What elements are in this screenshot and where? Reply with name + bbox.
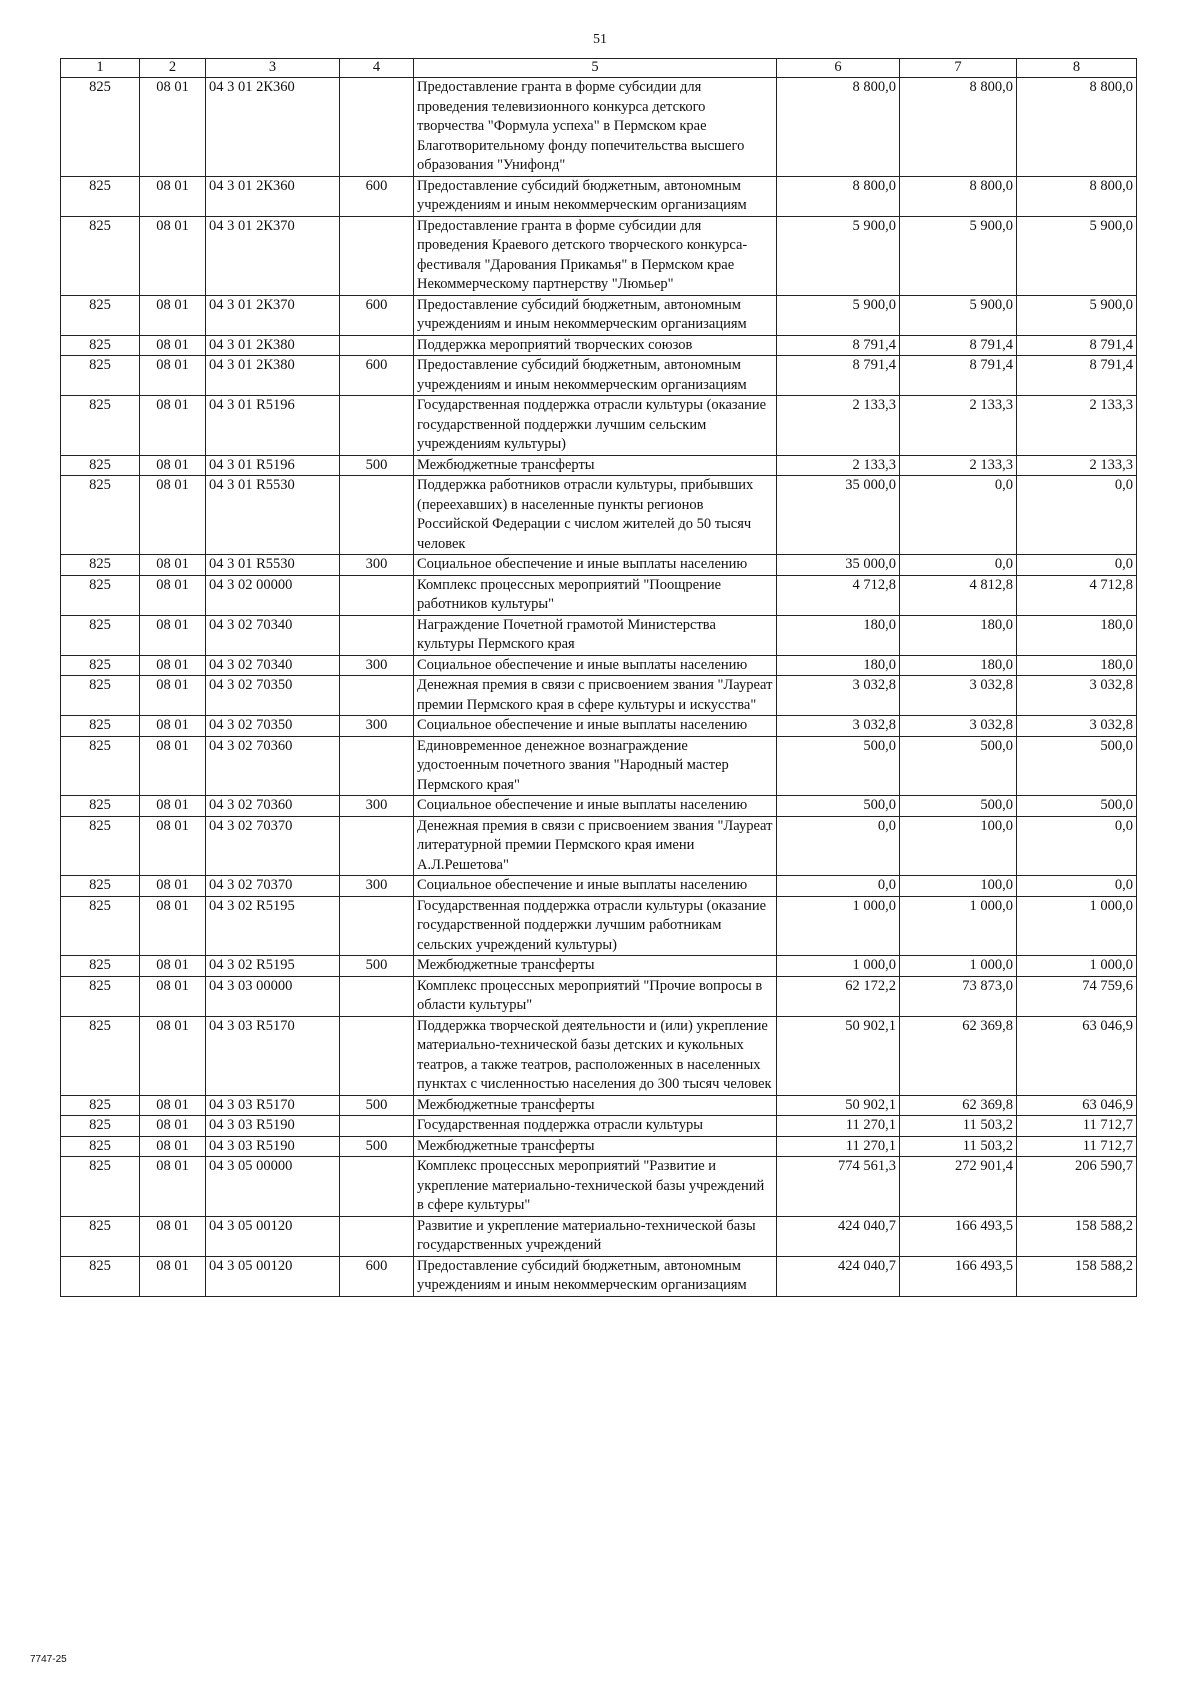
amount-year2-cell: 8 800,0	[900, 78, 1017, 177]
target-article-cell: 04 3 02 R5195	[206, 896, 340, 956]
amount-year2-cell: 1 000,0	[900, 956, 1017, 977]
description-cell: Денежная премия в связи с присвоением звания "Лауреат литературной премии Пермского края имени А.Л.Решетова"	[414, 816, 777, 876]
expense-type-cell: 500	[340, 1136, 414, 1157]
target-article-cell: 04 3 01 R5196	[206, 455, 340, 476]
section-code-cell: 08 01	[140, 896, 206, 956]
amount-year2-cell: 11 503,2	[900, 1116, 1017, 1137]
section-code-cell: 08 01	[140, 796, 206, 817]
amount-year3-cell: 158 588,2	[1017, 1216, 1137, 1256]
amount-year1-cell: 50 902,1	[777, 1016, 900, 1095]
ministry-code-cell: 825	[61, 396, 140, 456]
table-row	[61, 78, 1137, 177]
description-cell: Предоставление субсидий бюджетным, автономным учреждениям и иным некоммерческим организациям	[414, 1256, 777, 1296]
section-code-cell: 08 01	[140, 615, 206, 655]
target-article-cell: 04 3 02 70370	[206, 876, 340, 897]
amount-year1-cell: 8 791,4	[777, 335, 900, 356]
expense-type-cell	[340, 1157, 414, 1217]
expense-type-cell: 600	[340, 356, 414, 396]
amount-year2-cell: 62 369,8	[900, 1016, 1017, 1095]
amount-year2-cell: 3 032,8	[900, 716, 1017, 737]
section-code-cell: 08 01	[140, 655, 206, 676]
table-row	[61, 356, 1137, 396]
amount-year2-cell: 11 503,2	[900, 1136, 1017, 1157]
table-row	[61, 335, 1137, 356]
amount-year2-cell: 180,0	[900, 615, 1017, 655]
amount-year3-cell: 5 900,0	[1017, 216, 1137, 295]
amount-year1-cell: 8 791,4	[777, 356, 900, 396]
section-code-cell: 08 01	[140, 816, 206, 876]
table-row	[61, 615, 1137, 655]
amount-year2-cell: 2 133,3	[900, 455, 1017, 476]
amount-year3-cell: 3 032,8	[1017, 716, 1137, 737]
description-cell: Государственная поддержка отрасли культуры (оказание государственной поддержки лучшим работникам сельских учреждений культуры)	[414, 896, 777, 956]
table-row	[61, 896, 1137, 956]
description-cell: Предоставление гранта в форме субсидии для проведения телевизионного конкурса детского творчества "Формула успеха" в Пермском крае Благотворительному фонду попечительства высшего образования "Унифонд"	[414, 78, 777, 177]
amount-year1-cell: 8 800,0	[777, 78, 900, 177]
amount-year1-cell: 774 561,3	[777, 1157, 900, 1217]
amount-year3-cell: 5 900,0	[1017, 295, 1137, 335]
table-row	[61, 796, 1137, 817]
table-row	[61, 575, 1137, 615]
description-cell: Государственная поддержка отрасли культуры (оказание государственной поддержки лучшим сельским учреждениям культуры)	[414, 396, 777, 456]
amount-year3-cell: 11 712,7	[1017, 1136, 1137, 1157]
footer-code: 7747-25	[30, 1654, 67, 1665]
table-row	[61, 676, 1137, 716]
ministry-code-cell: 825	[61, 976, 140, 1016]
amount-year1-cell: 5 900,0	[777, 295, 900, 335]
amount-year2-cell: 5 900,0	[900, 295, 1017, 335]
amount-year1-cell: 35 000,0	[777, 476, 900, 555]
amount-year3-cell: 180,0	[1017, 655, 1137, 676]
target-article-cell: 04 3 01 R5196	[206, 396, 340, 456]
target-article-cell: 04 3 05 00000	[206, 1157, 340, 1217]
target-article-cell: 04 3 01 2К360	[206, 176, 340, 216]
description-cell: Межбюджетные трансферты	[414, 1136, 777, 1157]
amount-year3-cell: 158 588,2	[1017, 1256, 1137, 1296]
table-row	[61, 1116, 1137, 1137]
description-cell: Поддержка мероприятий творческих союзов	[414, 335, 777, 356]
description-cell: Межбюджетные трансферты	[414, 956, 777, 977]
amount-year1-cell: 2 133,3	[777, 455, 900, 476]
amount-year3-cell: 0,0	[1017, 476, 1137, 555]
ministry-code-cell: 825	[61, 176, 140, 216]
amount-year2-cell: 180,0	[900, 655, 1017, 676]
amount-year1-cell: 1 000,0	[777, 896, 900, 956]
table-row	[61, 216, 1137, 295]
amount-year3-cell: 2 133,3	[1017, 455, 1137, 476]
amount-year1-cell: 35 000,0	[777, 555, 900, 576]
expense-type-cell	[340, 78, 414, 177]
table-row	[61, 295, 1137, 335]
expense-type-cell	[340, 736, 414, 796]
table-row	[61, 455, 1137, 476]
expense-type-cell: 500	[340, 455, 414, 476]
table-row	[61, 555, 1137, 576]
amount-year1-cell: 0,0	[777, 876, 900, 897]
amount-year1-cell: 5 900,0	[777, 216, 900, 295]
target-article-cell: 04 3 01 2К370	[206, 216, 340, 295]
table-row	[61, 976, 1137, 1016]
target-article-cell: 04 3 01 R5530	[206, 476, 340, 555]
expense-type-cell: 300	[340, 655, 414, 676]
amount-year3-cell: 11 712,7	[1017, 1116, 1137, 1137]
section-code-cell: 08 01	[140, 976, 206, 1016]
target-article-cell: 04 3 02 70360	[206, 796, 340, 817]
amount-year2-cell: 500,0	[900, 796, 1017, 817]
amount-year3-cell: 1 000,0	[1017, 956, 1137, 977]
amount-year1-cell: 11 270,1	[777, 1116, 900, 1137]
amount-year2-cell: 5 900,0	[900, 216, 1017, 295]
section-code-cell: 08 01	[140, 876, 206, 897]
section-code-cell: 08 01	[140, 78, 206, 177]
section-code-cell: 08 01	[140, 295, 206, 335]
expense-type-cell: 300	[340, 876, 414, 897]
ministry-code-cell: 825	[61, 1216, 140, 1256]
col-header: 2	[140, 59, 206, 78]
amount-year2-cell: 8 791,4	[900, 356, 1017, 396]
table-row	[61, 716, 1137, 737]
ministry-code-cell: 825	[61, 676, 140, 716]
budget-table	[60, 58, 1137, 1297]
amount-year3-cell: 0,0	[1017, 816, 1137, 876]
amount-year2-cell: 62 369,8	[900, 1095, 1017, 1116]
section-code-cell: 08 01	[140, 176, 206, 216]
section-code-cell: 08 01	[140, 1095, 206, 1116]
expense-type-cell	[340, 1116, 414, 1137]
ministry-code-cell: 825	[61, 615, 140, 655]
target-article-cell: 04 3 01 R5530	[206, 555, 340, 576]
amount-year3-cell: 2 133,3	[1017, 396, 1137, 456]
amount-year2-cell: 100,0	[900, 876, 1017, 897]
description-cell: Государственная поддержка отрасли культуры	[414, 1116, 777, 1137]
amount-year1-cell: 0,0	[777, 816, 900, 876]
amount-year1-cell: 1 000,0	[777, 956, 900, 977]
target-article-cell: 04 3 03 R5190	[206, 1136, 340, 1157]
ministry-code-cell: 825	[61, 816, 140, 876]
expense-type-cell: 600	[340, 1256, 414, 1296]
table-row	[61, 736, 1137, 796]
amount-year3-cell: 3 032,8	[1017, 676, 1137, 716]
amount-year3-cell: 0,0	[1017, 876, 1137, 897]
amount-year2-cell: 100,0	[900, 816, 1017, 876]
col-header: 8	[1017, 59, 1137, 78]
amount-year2-cell: 3 032,8	[900, 676, 1017, 716]
section-code-cell: 08 01	[140, 736, 206, 796]
amount-year2-cell: 0,0	[900, 555, 1017, 576]
target-article-cell: 04 3 05 00120	[206, 1256, 340, 1296]
amount-year1-cell: 62 172,2	[777, 976, 900, 1016]
expense-type-cell	[340, 816, 414, 876]
amount-year1-cell: 500,0	[777, 796, 900, 817]
amount-year1-cell: 180,0	[777, 655, 900, 676]
table-row	[61, 876, 1137, 897]
col-header: 6	[777, 59, 900, 78]
target-article-cell: 04 3 03 R5190	[206, 1116, 340, 1137]
expense-type-cell: 300	[340, 716, 414, 737]
ministry-code-cell: 825	[61, 476, 140, 555]
expense-type-cell: 500	[340, 956, 414, 977]
description-cell: Предоставление субсидий бюджетным, автономным учреждениям и иным некоммерческим организациям	[414, 356, 777, 396]
ministry-code-cell: 825	[61, 1016, 140, 1095]
amount-year2-cell: 73 873,0	[900, 976, 1017, 1016]
expense-type-cell	[340, 676, 414, 716]
description-cell: Награждение Почетной грамотой Министерства культуры Пермского края	[414, 615, 777, 655]
ministry-code-cell: 825	[61, 575, 140, 615]
section-code-cell: 08 01	[140, 575, 206, 615]
expense-type-cell: 300	[340, 555, 414, 576]
section-code-cell: 08 01	[140, 1136, 206, 1157]
ministry-code-cell: 825	[61, 876, 140, 897]
ministry-code-cell: 825	[61, 796, 140, 817]
ministry-code-cell: 825	[61, 555, 140, 576]
amount-year1-cell: 50 902,1	[777, 1095, 900, 1116]
amount-year1-cell: 500,0	[777, 736, 900, 796]
section-code-cell: 08 01	[140, 555, 206, 576]
table-row	[61, 396, 1137, 456]
target-article-cell: 04 3 02 70370	[206, 816, 340, 876]
section-code-cell: 08 01	[140, 716, 206, 737]
section-code-cell: 08 01	[140, 1256, 206, 1296]
section-code-cell: 08 01	[140, 1157, 206, 1217]
section-code-cell: 08 01	[140, 356, 206, 396]
expense-type-cell	[340, 396, 414, 456]
target-article-cell: 04 3 03 00000	[206, 976, 340, 1016]
amount-year3-cell: 500,0	[1017, 796, 1137, 817]
expense-type-cell	[340, 335, 414, 356]
description-cell: Предоставление гранта в форме субсидии для проведения Краевого детского творческого конкурса-фестиваля "Дарования Прикамья" в Пермском крае Некоммерческому партнерству "Люмьер"	[414, 216, 777, 295]
ministry-code-cell: 825	[61, 1136, 140, 1157]
header-row	[61, 59, 1137, 78]
description-cell: Социальное обеспечение и иные выплаты населению	[414, 876, 777, 897]
expense-type-cell	[340, 615, 414, 655]
description-cell: Поддержка работников отрасли культуры, прибывших (переехавших) в населенные пункты регионов Российской Федерации с числом жителей до 50 тысяч человек	[414, 476, 777, 555]
target-article-cell: 04 3 02 70340	[206, 655, 340, 676]
section-code-cell: 08 01	[140, 216, 206, 295]
ministry-code-cell: 825	[61, 1095, 140, 1116]
expense-type-cell	[340, 575, 414, 615]
section-code-cell: 08 01	[140, 335, 206, 356]
ministry-code-cell: 825	[61, 655, 140, 676]
expense-type-cell	[340, 1216, 414, 1256]
ministry-code-cell: 825	[61, 716, 140, 737]
ministry-code-cell: 825	[61, 1116, 140, 1137]
amount-year1-cell: 2 133,3	[777, 396, 900, 456]
expense-type-cell	[340, 216, 414, 295]
table-row	[61, 476, 1137, 555]
table-row	[61, 1095, 1137, 1116]
amount-year2-cell: 8 791,4	[900, 335, 1017, 356]
ministry-code-cell: 825	[61, 956, 140, 977]
expense-type-cell: 600	[340, 176, 414, 216]
amount-year2-cell: 272 901,4	[900, 1157, 1017, 1217]
amount-year1-cell: 424 040,7	[777, 1256, 900, 1296]
col-header: 7	[900, 59, 1017, 78]
description-cell: Поддержка творческой деятельности и (или) укрепление материально-технической базы детских и кукольных театров, а также театров, расположенных в населенных пунктах с численностью населения до 300 тысяч человек	[414, 1016, 777, 1095]
amount-year3-cell: 0,0	[1017, 555, 1137, 576]
section-code-cell: 08 01	[140, 676, 206, 716]
expense-type-cell: 500	[340, 1095, 414, 1116]
section-code-cell: 08 01	[140, 1116, 206, 1137]
amount-year2-cell: 8 800,0	[900, 176, 1017, 216]
expense-type-cell	[340, 896, 414, 956]
description-cell: Развитие и укрепление материально-технической базы государственных учреждений	[414, 1216, 777, 1256]
ministry-code-cell: 825	[61, 1256, 140, 1296]
amount-year2-cell: 166 493,5	[900, 1216, 1017, 1256]
description-cell: Социальное обеспечение и иные выплаты населению	[414, 716, 777, 737]
amount-year1-cell: 3 032,8	[777, 676, 900, 716]
section-code-cell: 08 01	[140, 956, 206, 977]
target-article-cell: 04 3 02 70340	[206, 615, 340, 655]
table-row	[61, 176, 1137, 216]
table-row	[61, 956, 1137, 977]
section-code-cell: 08 01	[140, 396, 206, 456]
ministry-code-cell: 825	[61, 295, 140, 335]
table-row	[61, 1256, 1137, 1296]
target-article-cell: 04 3 03 R5170	[206, 1095, 340, 1116]
ministry-code-cell: 825	[61, 335, 140, 356]
target-article-cell: 04 3 02 70360	[206, 736, 340, 796]
amount-year3-cell: 8 800,0	[1017, 78, 1137, 177]
description-cell: Социальное обеспечение и иные выплаты населению	[414, 655, 777, 676]
amount-year3-cell: 4 712,8	[1017, 575, 1137, 615]
table-row	[61, 1216, 1137, 1256]
amount-year2-cell: 1 000,0	[900, 896, 1017, 956]
description-cell: Межбюджетные трансферты	[414, 455, 777, 476]
amount-year3-cell: 74 759,6	[1017, 976, 1137, 1016]
amount-year2-cell: 4 812,8	[900, 575, 1017, 615]
table-row	[61, 1157, 1137, 1217]
amount-year3-cell: 8 800,0	[1017, 176, 1137, 216]
ministry-code-cell: 825	[61, 896, 140, 956]
ministry-code-cell: 825	[61, 216, 140, 295]
description-cell: Комплекс процессных мероприятий "Прочие вопросы в области культуры"	[414, 976, 777, 1016]
section-code-cell: 08 01	[140, 1016, 206, 1095]
expense-type-cell: 600	[340, 295, 414, 335]
expense-type-cell: 300	[340, 796, 414, 817]
amount-year1-cell: 8 800,0	[777, 176, 900, 216]
description-cell: Предоставление субсидий бюджетным, автономным учреждениям и иным некоммерческим организациям	[414, 295, 777, 335]
target-article-cell: 04 3 01 2К360	[206, 78, 340, 177]
section-code-cell: 08 01	[140, 476, 206, 555]
target-article-cell: 04 3 01 2К380	[206, 335, 340, 356]
description-cell: Предоставление субсидий бюджетным, автономным учреждениям и иным некоммерческим организациям	[414, 176, 777, 216]
amount-year3-cell: 63 046,9	[1017, 1016, 1137, 1095]
amount-year3-cell: 8 791,4	[1017, 335, 1137, 356]
description-cell: Социальное обеспечение и иные выплаты населению	[414, 796, 777, 817]
description-cell: Единовременное денежное вознаграждение удостоенным почетного звания "Народный мастер Пермского края"	[414, 736, 777, 796]
ministry-code-cell: 825	[61, 78, 140, 177]
col-header: 4	[340, 59, 414, 78]
amount-year3-cell: 1 000,0	[1017, 896, 1137, 956]
ministry-code-cell: 825	[61, 455, 140, 476]
page-number: 51	[593, 32, 607, 47]
table-row	[61, 1136, 1137, 1157]
amount-year3-cell: 206 590,7	[1017, 1157, 1137, 1217]
target-article-cell: 04 3 01 2К370	[206, 295, 340, 335]
amount-year1-cell: 11 270,1	[777, 1136, 900, 1157]
amount-year3-cell: 63 046,9	[1017, 1095, 1137, 1116]
ministry-code-cell: 825	[61, 356, 140, 396]
amount-year3-cell: 500,0	[1017, 736, 1137, 796]
col-header: 1	[61, 59, 140, 78]
description-cell: Социальное обеспечение и иные выплаты населению	[414, 555, 777, 576]
section-code-cell: 08 01	[140, 455, 206, 476]
description-cell: Межбюджетные трансферты	[414, 1095, 777, 1116]
amount-year1-cell: 424 040,7	[777, 1216, 900, 1256]
amount-year2-cell: 2 133,3	[900, 396, 1017, 456]
col-header: 5	[414, 59, 777, 78]
target-article-cell: 04 3 05 00120	[206, 1216, 340, 1256]
amount-year3-cell: 180,0	[1017, 615, 1137, 655]
target-article-cell: 04 3 02 00000	[206, 575, 340, 615]
amount-year1-cell: 180,0	[777, 615, 900, 655]
target-article-cell: 04 3 01 2К380	[206, 356, 340, 396]
ministry-code-cell: 825	[61, 736, 140, 796]
amount-year2-cell: 166 493,5	[900, 1256, 1017, 1296]
amount-year1-cell: 4 712,8	[777, 575, 900, 615]
target-article-cell: 04 3 02 R5195	[206, 956, 340, 977]
target-article-cell: 04 3 02 70350	[206, 716, 340, 737]
target-article-cell: 04 3 02 70350	[206, 676, 340, 716]
amount-year3-cell: 8 791,4	[1017, 356, 1137, 396]
expense-type-cell	[340, 476, 414, 555]
expense-type-cell	[340, 976, 414, 1016]
table-row	[61, 655, 1137, 676]
amount-year1-cell: 3 032,8	[777, 716, 900, 737]
amount-year2-cell: 500,0	[900, 736, 1017, 796]
description-cell: Комплекс процессных мероприятий "Поощрение работников культуры"	[414, 575, 777, 615]
amount-year2-cell: 0,0	[900, 476, 1017, 555]
target-article-cell: 04 3 03 R5170	[206, 1016, 340, 1095]
table-row	[61, 816, 1137, 876]
col-header: 3	[206, 59, 340, 78]
expense-type-cell	[340, 1016, 414, 1095]
table-row	[61, 1016, 1137, 1095]
description-cell: Комплекс процессных мероприятий "Развитие и укрепление материально-технической базы учреждений в сфере культуры"	[414, 1157, 777, 1217]
description-cell: Денежная премия в связи с присвоением звания "Лауреат премии Пермского края в сфере культуры и искусства"	[414, 676, 777, 716]
ministry-code-cell: 825	[61, 1157, 140, 1217]
section-code-cell: 08 01	[140, 1216, 206, 1256]
